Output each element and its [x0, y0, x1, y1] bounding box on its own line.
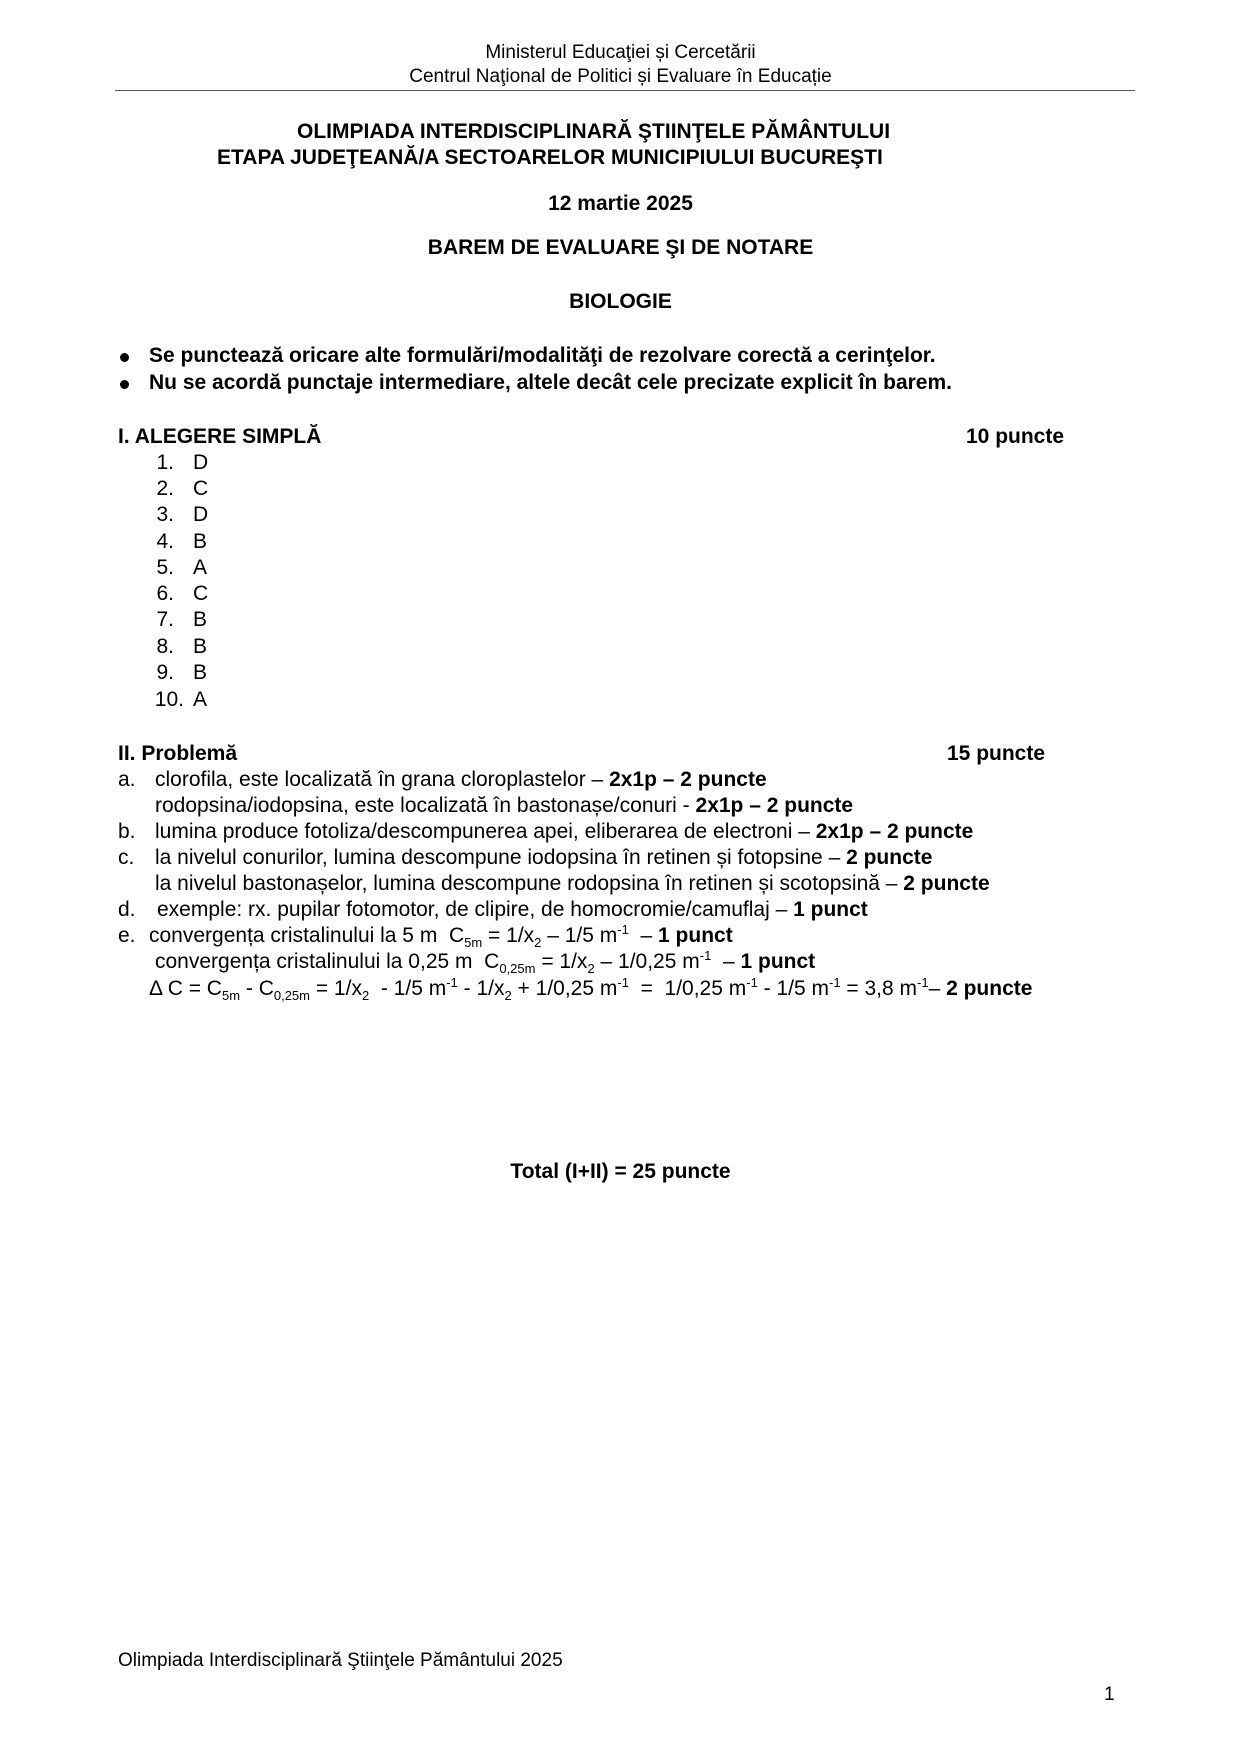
title-stage: ETAPA JUDEŢEANĂ/A SECTOARELOR MUNICIPIULUI BUCUREŞTI [217, 146, 883, 169]
section1-title: I. ALEGERE SIMPLĂ [118, 425, 322, 448]
note-1: Se punctează oricare alte formulări/modalităţi de rezolvare corectă a cerinţelor. [149, 344, 936, 367]
answer-number: 8. [156, 635, 174, 658]
answer-number: 10. [154, 688, 184, 711]
item-e-line3: Δ $C = C_{5m} - C_{0,25m} = 1/x_2 - 1/5$ $m^{-1} - 1/x_2 + 1/0,25$ $m^{-1} = 1/0,25$ $m^{-1} - 1/5$ $m^{-1} = 3,8$ $m^{-1}-$ 2 puncte [149, 975, 1033, 1004]
item-a-line2: rodopsina/iodopsina, este localizată în bastonașe/conuri - 2x1p – 2 puncte [155, 794, 854, 817]
section1-points: 10 puncte [966, 425, 1065, 448]
section2-title: II. Problemă [118, 742, 238, 765]
answer-number: 4. [156, 530, 174, 553]
item-c-label: c. [118, 846, 135, 869]
item-b-label: b. [118, 820, 136, 843]
title-subject: BIOLOGIE [569, 290, 672, 313]
section2-points: 15 puncte [947, 742, 1046, 765]
total-score: Total (I+II) = 25 puncte [510, 1160, 731, 1183]
item-e-label: e. [118, 924, 136, 947]
item-e-line1: convergența cristalinului la 5 m $C_{5m} = 1/x_2 - 1/5$ $m^{-1} - 1$ punct [149, 922, 733, 951]
header-ministry: Ministerul Educaţiei și Cercetării [485, 42, 756, 63]
answer-value: A [193, 556, 208, 579]
footer-title: Olimpiada Interdisciplinară Ştiinţele Pământului 2025 [118, 1650, 563, 1671]
answer-value: A [193, 688, 208, 711]
item-a-line1: clorofila, este localizată în grana cloroplastelor – 2x1p – 2 puncte [155, 768, 767, 791]
answer-number: 1. [156, 451, 174, 474]
bullet-icon [120, 353, 129, 362]
answer-value: B [193, 635, 208, 658]
answer-value: C [193, 477, 209, 500]
title-olympiad: OLIMPIADA INTERDISCIPLINARĂ ŞTIINŢELE PĂMÂNTULUI [297, 120, 891, 143]
item-d-label: d. [118, 898, 136, 921]
item-b-line: lumina produce fotoliza/descompunerea apei, eliberarea de electroni – 2x1p – 2 puncte [155, 820, 974, 843]
note-2: Nu se acordă punctaje intermediare, altele decât cele precizate explicit în barem. [149, 371, 952, 394]
answer-value: B [193, 530, 208, 553]
item-d-line: exemple: rx. pupilar fotomotor, de clipire, de homocromie/camuflaj – 1 punct [157, 898, 868, 921]
answer-number: 7. [156, 608, 174, 631]
answer-value: B [193, 661, 208, 684]
header-divider [115, 90, 1135, 91]
item-e-line2: convergența cristalinului la 0,25 m $C_{0,25m} = 1/x_2 - 1/0,25$ $m^{-1} - 1$ punct [155, 948, 816, 977]
bullet-icon [120, 380, 129, 389]
header-center: Centrul Naţional de Politici și Evaluare în Educație [409, 66, 832, 87]
answer-number: 5. [156, 556, 174, 579]
answer-value: B [193, 608, 208, 631]
answer-value: C [193, 582, 209, 605]
answer-value: D [193, 451, 209, 474]
answer-number: 9. [156, 661, 174, 684]
page-number: 1 [1104, 1684, 1115, 1705]
answer-value: D [193, 503, 209, 526]
answer-number: 6. [156, 582, 174, 605]
answer-number: 3. [156, 503, 174, 526]
item-c-line1: la nivelul conurilor, lumina descompune iodopsina în retinen și fotopsine – 2 puncte [155, 846, 933, 869]
title-date: 12 martie 2025 [548, 192, 693, 215]
item-c-line2: la nivelul bastonașelor, lumina descompune rodopsina în retinen și scotopsină – 2 puncte [155, 872, 990, 895]
item-a-label: a. [118, 768, 136, 791]
title-barem: BAREM DE EVALUARE ŞI DE NOTARE [427, 236, 814, 259]
answer-number: 2. [156, 477, 174, 500]
